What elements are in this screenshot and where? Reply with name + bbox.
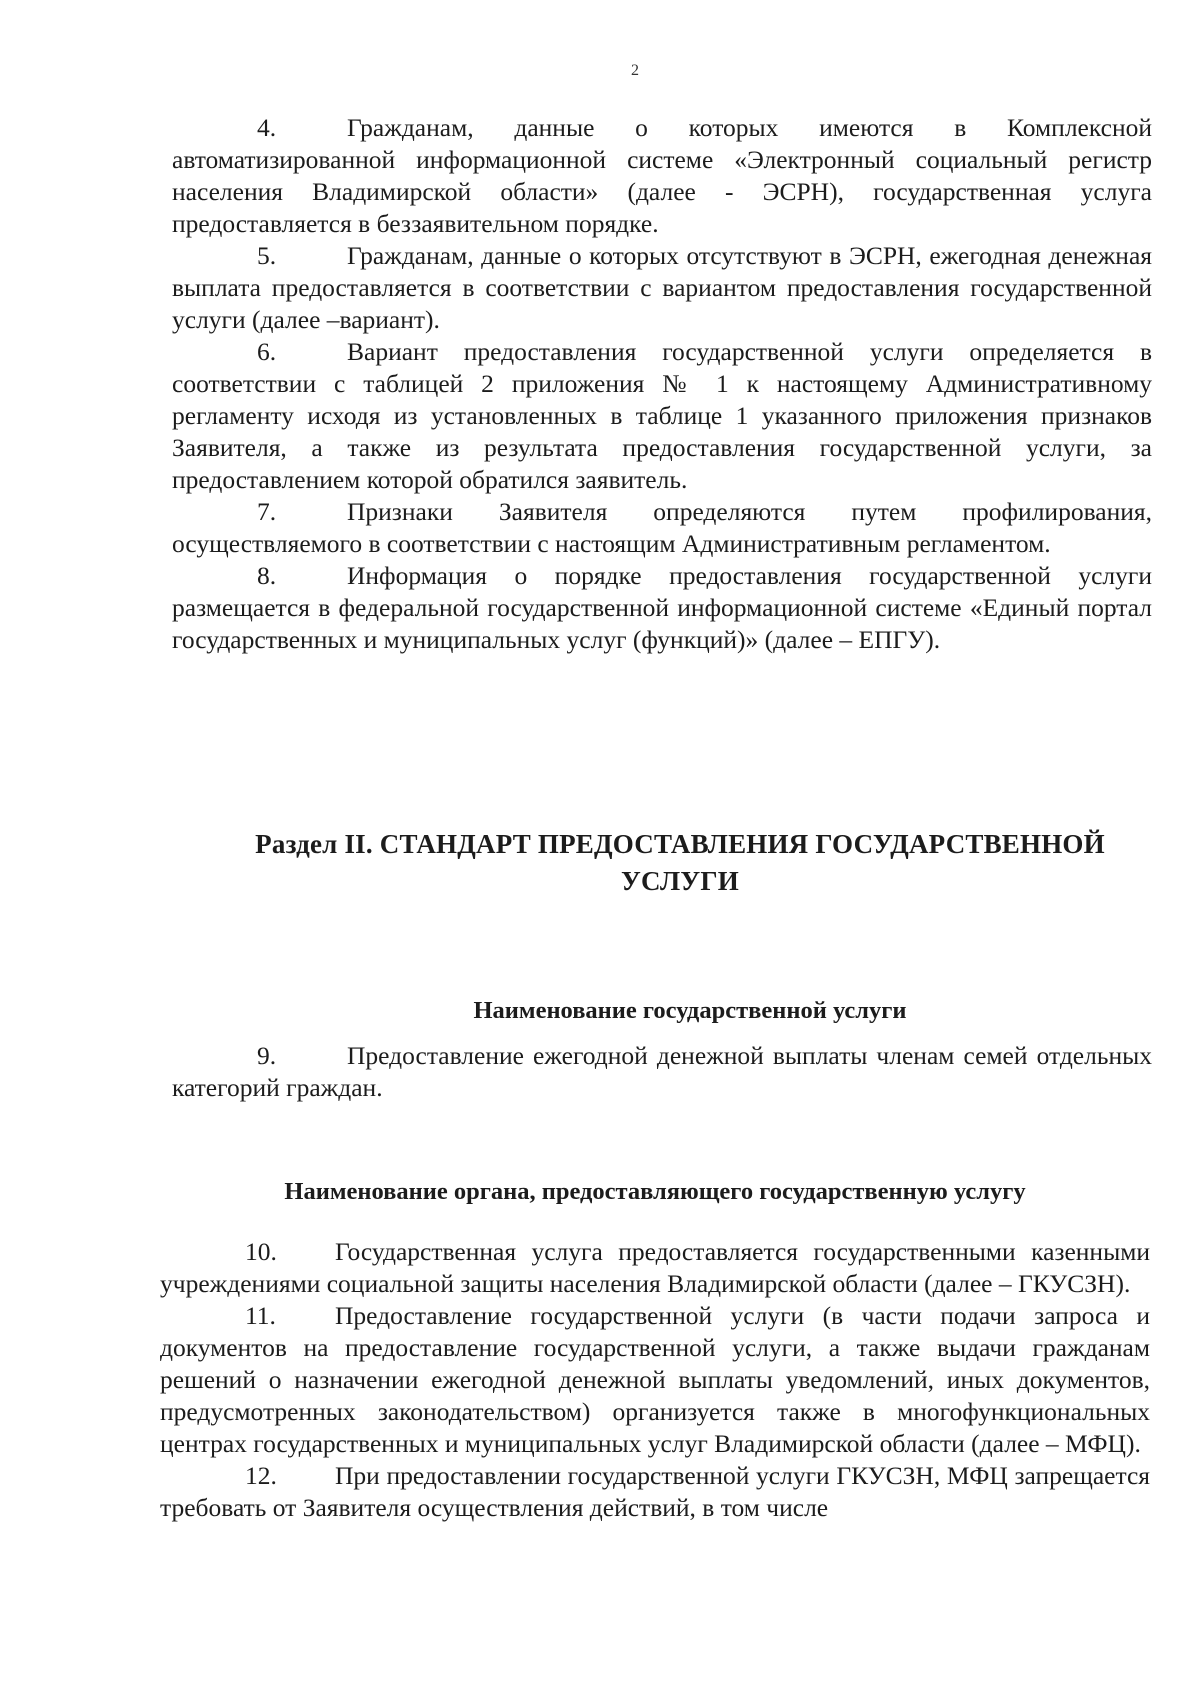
paragraph-number: 10. — [245, 1237, 277, 1266]
paragraph-number: 9. — [257, 1041, 277, 1070]
paragraph-7 — [172, 496, 1152, 560]
paragraph-group-authority — [160, 1236, 1150, 1524]
paragraph-text: Вариант предоставления государственной услуги определяется в соответствии с таблицей 2 приложения № 1 к настоящему Административному регламенту исходя из установленных в таблице 1 указанного приложения признаков Заявителя, а также из результата предоставления государственной услуги, за предоставлением которой обратился заявитель. — [172, 337, 1152, 494]
paragraph-text: Предоставление государственной услуги (в части подачи запроса и документов на предоставление государственной услуги, а также выдачи гражданам решений о назначении ежегодной денежной выплаты уведомлений, иных документов, предусмотренных законодательством) организуется также в многофункциональных центрах государственных и муниципальных услуг Владимирской области (далее – МФЦ). — [160, 1301, 1150, 1458]
paragraph-8 — [172, 560, 1152, 656]
paragraph-text: Информация о порядке предоставления государственной услуги размещается в федеральной государственной информационной системе «Единый портал государственных и муниципальных услуг (функций)» (далее – ЕПГУ). — [172, 561, 1152, 654]
paragraph-12 — [160, 1460, 1150, 1524]
paragraph-text: Государственная услуга предоставляется государственными казенными учреждениями социальной защиты населения Владимирской области (далее – ГКУСЗН). — [160, 1237, 1150, 1298]
section-title-line-1: Раздел II. СТАНДАРТ ПРЕДОСТАВЛЕНИЯ ГОСУДАРСТВЕННОЙ — [255, 829, 1105, 859]
paragraph-number: 7. — [257, 497, 277, 526]
paragraph-text: Признаки Заявителя определяются путем профилирования, осуществляемого в соответствии с настоящим Административным регламентом. — [172, 497, 1152, 558]
section-title-line-2: УСЛУГИ — [621, 866, 739, 896]
paragraph-6 — [172, 336, 1152, 496]
paragraph-number: 8. — [257, 561, 277, 590]
paragraph-number: 4. — [257, 113, 277, 142]
section-title — [200, 826, 1160, 900]
paragraph-4 — [172, 112, 1152, 240]
paragraph-9 — [172, 1040, 1152, 1104]
paragraph-10 — [160, 1236, 1150, 1300]
paragraph-group-general — [172, 112, 1152, 656]
subheading-authority-name: Наименование органа, предоставляющего государственную услугу — [284, 1178, 1026, 1205]
paragraph-number: 5. — [257, 241, 277, 270]
paragraph-group-service-name — [172, 1040, 1152, 1104]
paragraph-11 — [160, 1300, 1150, 1460]
paragraph-5 — [172, 240, 1152, 336]
paragraph-text: Предоставление ежегодной денежной выплаты членам семей отдельных категорий граждан. — [172, 1041, 1152, 1102]
paragraph-text: Гражданам, данные о которых имеются в Комплексной автоматизированной информационной системе «Электронный социальный регистр населения Владимирской области» (далее - ЭСРН), государственная услуга предоставляется в беззаявительном порядке. — [172, 113, 1152, 238]
paragraph-text: При предоставлении государственной услуги ГКУСЗН, МФЦ запрещается требовать от Заявителя осуществления действий, в том числе — [160, 1461, 1150, 1522]
paragraph-number: 6. — [257, 337, 277, 366]
paragraph-number: 11. — [245, 1301, 276, 1330]
paragraph-text: Гражданам, данные о которых отсутствуют в ЭСРН, ежегодная денежная выплата предоставляется в соответствии с вариантом предоставления государственной услуги (далее –вариант). — [172, 241, 1152, 334]
subheading-service-name: Наименование государственной услуги — [473, 997, 907, 1024]
page-number: 2 — [631, 62, 639, 79]
paragraph-number: 12. — [245, 1461, 277, 1490]
